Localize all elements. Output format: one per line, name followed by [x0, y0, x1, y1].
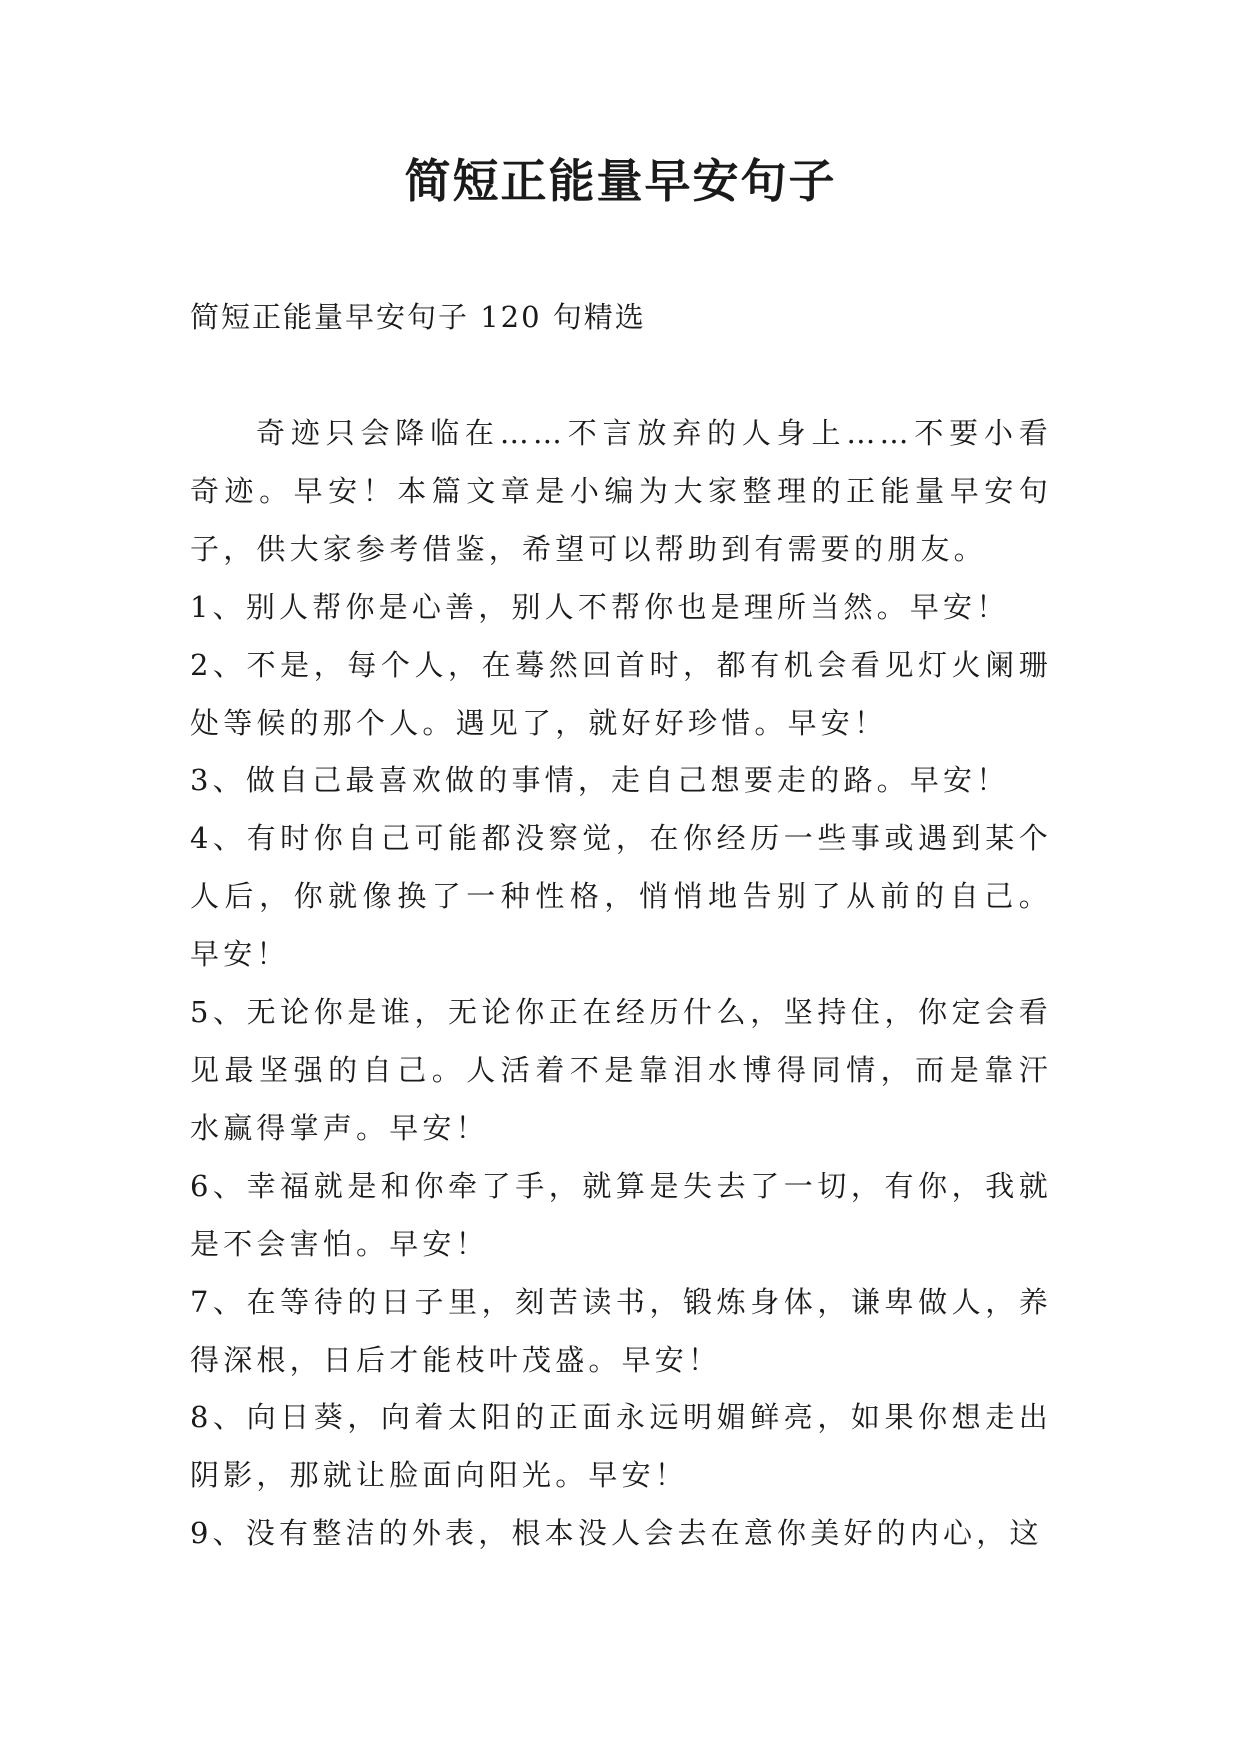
list-item: 3、做自己最喜欢做的事情，走自己想要走的路。早安！ — [190, 763, 1010, 798]
list-item: 5、无论你是谁，无论你正在经历什么，坚持住，你定会看见最坚强的自己。人活着不是靠泪水博得同情，而是靠汗水赢得掌声。早安！ — [190, 995, 1052, 1145]
list-item: 8、向日葵，向着太阳的正面永远明媚鲜亮，如果你想走出阴影，那就让脸面向阳光。早安！ — [190, 1400, 1052, 1493]
list-item: 2、不是，每个人，在蓦然回首时，都有机会看见灯火阑珊处等候的那个人。遇见了，就好好珍惜。早安！ — [190, 647, 1052, 740]
list-item: 1、别人帮你是心善，别人不帮你也是理所当然。早安！ — [190, 589, 1010, 624]
list-item: 6、幸福就是和你牵了手，就算是失去了一切，有你，我就是不会害怕。早安！ — [190, 1168, 1052, 1261]
document-title: 简短正能量早安句子 — [404, 154, 837, 208]
document-body — [190, 405, 1052, 1563]
list-item: 7、在等待的日子里，刻苦读书，锻炼身体，谦卑做人，养得深根，日后才能枝叶茂盛。早安！ — [190, 1284, 1052, 1377]
list-item: 9、没有整洁的外表，根本没人会去在意你美好的内心，这 — [190, 1516, 1043, 1551]
list-item: 4、有时你自己可能都没察觉，在你经历一些事或遇到某个人后，你就像换了一种性格，悄悄地告别了从前的自己。早安！ — [190, 821, 1052, 972]
intro-paragraph: 奇迹只会降临在……不言放弃的人身上……不要小看奇迹。早安！本篇文章是小编为大家整理的正能量早安句子，供大家参考借鉴，希望可以帮助到有需要的朋友。 — [190, 416, 1052, 566]
document-subtitle: 简短正能量早安句子 120 句精选 — [190, 300, 646, 334]
